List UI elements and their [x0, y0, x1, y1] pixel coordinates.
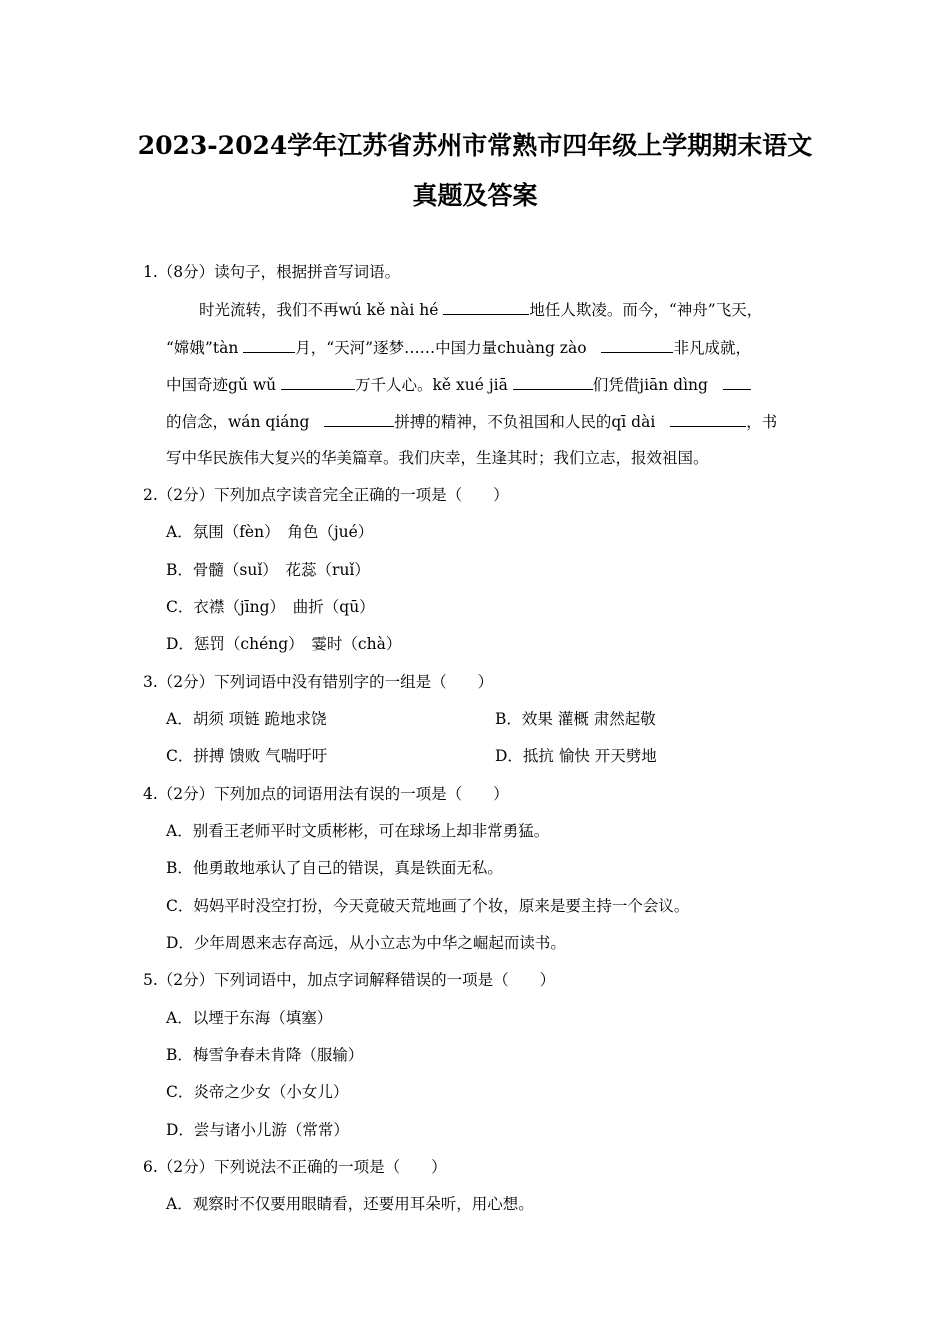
question-5-option-c[interactable]: C．炎帝之少女（小女儿） [166, 1083, 349, 1101]
question-2-option-b[interactable]: B．骨髓（suǐ） 花蕊（ruǐ） [166, 561, 370, 579]
document-title-line-1: 2023-2024学年江苏省苏州市常熟市四年级上学期期末语文 [137, 131, 813, 160]
question-3-stem: 3.（2分）下列词语中没有错别字的一组是（ ） [143, 673, 494, 691]
question-2-stem: 2.（2分）下列加点字读音完全正确的一项是（ ） [143, 486, 509, 504]
question-3-option-d[interactable]: D．抵抗 愉快 开天劈地 [495, 747, 657, 765]
question-1-line-2: “嫦娥”tàn 月，“天河”逐梦……中国力量chuàng zào 非凡成就， [166, 339, 751, 357]
question-3-option-b[interactable]: B．效果 灌概 肃然起敬 [495, 710, 656, 728]
question-3-option-a[interactable]: A．胡须 项链 跪地求饶 [166, 710, 327, 728]
question-1-line-5: 写中华民族伟大复兴的华美篇章。我们庆幸，生逢其时；我们立志，报效祖国。 [166, 449, 709, 467]
question-1-line-4: 的信念，wán qiáng 拼搏的精神，不负祖国和人民的qī dài ，书 [166, 413, 778, 431]
question-6-stem: 6.（2分）下列说法不正确的一项是（ ） [143, 1158, 447, 1176]
question-4-option-d[interactable]: D．少年周恩来志存高远，从小立志为中华之崛起而读书。 [166, 934, 566, 952]
answer-blank[interactable] [243, 337, 295, 353]
question-1-stem: 1.（8分）读句子，根据拼音写词语。 [143, 263, 401, 281]
question-2-option-c[interactable]: C．衣襟（jīng） 曲折（qū） [166, 598, 375, 616]
question-4-option-a[interactable]: A．别看王老师平时文质彬彬，可在球场上却非常勇猛。 [166, 822, 550, 840]
answer-blank[interactable] [601, 337, 673, 353]
question-4-option-b[interactable]: B．他勇敢地承认了自己的错误，真是铁面无私。 [166, 859, 503, 877]
question-3-option-c[interactable]: C．拼搏 馈败 气喘吁吁 [166, 747, 328, 765]
question-5-option-b[interactable]: B．梅雪争春未肯降（服输） [166, 1046, 364, 1064]
question-1-line-3: 中国奇迹gǔ wǔ 万千人心。kě xué jiā 们凭借jiān dìng [166, 374, 751, 395]
question-1-line-1: 时光流转，我们不再wú kě nài hé 地任人欺凌。而今，“神舟”飞天， [199, 301, 763, 319]
question-2-option-d[interactable]: D．惩罚（chéng） 霎时（chà） [166, 635, 402, 653]
answer-blank[interactable] [513, 374, 593, 390]
question-6-option-a[interactable]: A．观察时不仅要用眼睛看，还要用耳朵听，用心想。 [166, 1195, 534, 1213]
question-4-option-c[interactable]: C．妈妈平时没空打扮，今天竟破天荒地画了个妆，原来是要主持一个会议。 [166, 897, 690, 915]
answer-blank[interactable] [443, 299, 529, 315]
question-4-stem: 4.（2分）下列加点的词语用法有误的一项是（ ） [143, 785, 509, 803]
question-5-option-a[interactable]: A．以堙于东海（填塞） [166, 1009, 333, 1027]
answer-blank[interactable] [723, 374, 751, 390]
answer-blank[interactable] [324, 411, 394, 427]
question-5-option-d[interactable]: D．尝与诸小儿游（常常） [166, 1121, 349, 1139]
answer-blank[interactable] [670, 411, 746, 427]
answer-blank[interactable] [281, 374, 355, 390]
document-title-line-2: 真题及答案 [412, 181, 538, 210]
question-5-stem: 5.（2分）下列词语中，加点字词解释错误的一项是（ ） [143, 971, 556, 989]
question-2-option-a[interactable]: A．氛围（fèn） 角色（jué） [166, 523, 374, 541]
